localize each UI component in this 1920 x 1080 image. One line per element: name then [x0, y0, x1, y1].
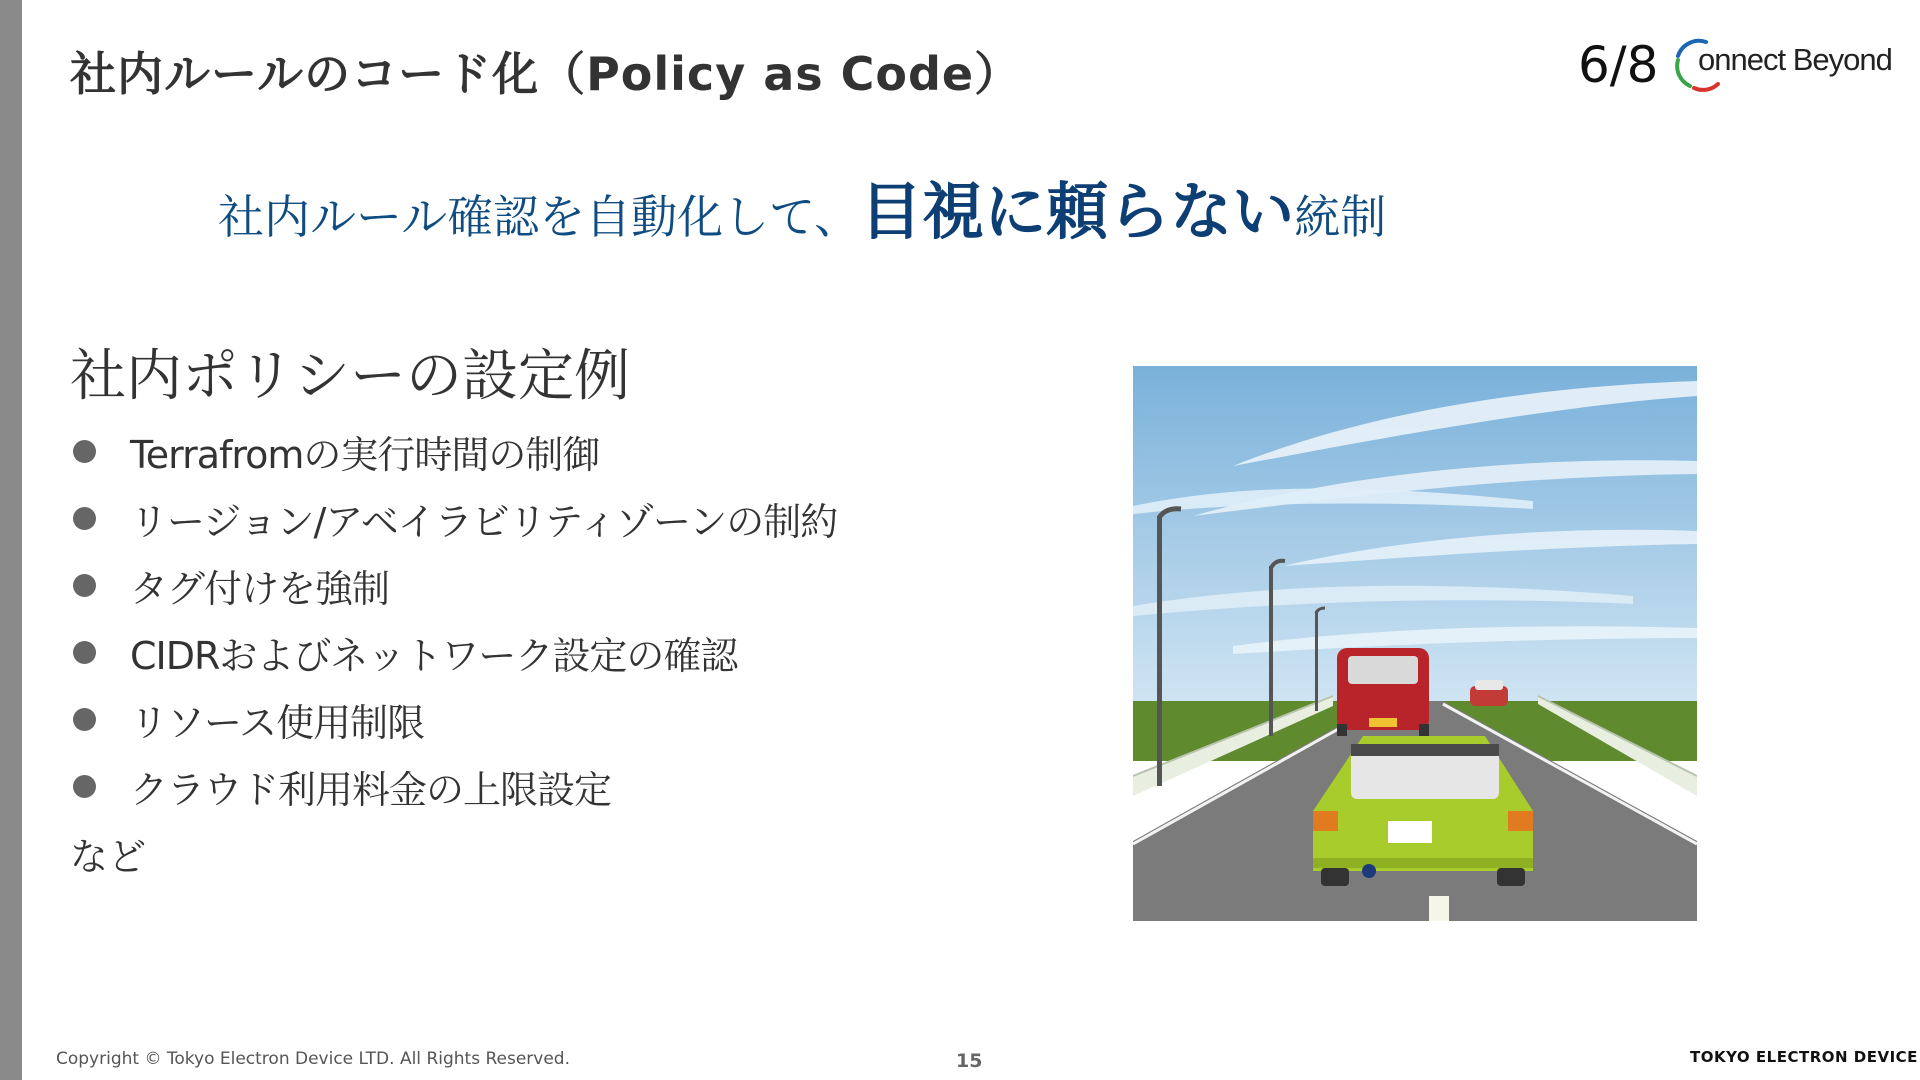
footer-brand: TOKYO ELECTRON DEVICE	[1690, 1048, 1918, 1066]
tagline-emphasis: 目視に頼らない	[860, 175, 1295, 248]
tagline	[218, 162, 1386, 251]
logo-text: onnect Beyond	[1698, 42, 1892, 77]
highway-cars-illustration	[1133, 366, 1697, 921]
highway-illustration-icon	[1133, 366, 1697, 921]
tagline-prefix: 社内ルール確認を自動化して、	[218, 190, 861, 244]
bullet-dot-icon	[73, 708, 96, 731]
policy-examples-list	[70, 418, 837, 820]
trailing-text: など	[70, 835, 147, 879]
bullet-dot-icon	[73, 507, 96, 530]
bullet-text: Terrafromの実行時間の制御	[130, 433, 600, 477]
page-progress: 6/8	[1578, 36, 1659, 94]
list-item	[70, 418, 837, 485]
tagline-suffix: 統制	[1294, 190, 1387, 244]
section-heading: 社内ポリシーの設定例	[70, 344, 630, 409]
list-item	[70, 753, 837, 820]
connect-beyond-logo	[1674, 34, 1894, 100]
bullet-text: リージョン/アベイラビリティゾーンの制約	[130, 500, 838, 544]
list-item	[70, 552, 837, 619]
list-item	[70, 686, 837, 753]
bullet-text: クラウド利用料金の上限設定	[130, 768, 612, 812]
left-accent-bar	[0, 0, 22, 1080]
bullet-dot-icon	[73, 440, 96, 463]
list-item	[70, 619, 837, 686]
slide-title: 社内ルールのコード化（Policy as Code）	[70, 47, 1022, 101]
bullet-text: タグ付けを強制	[130, 567, 390, 611]
footer-page-number: 15	[956, 1050, 983, 1072]
bullet-dot-icon	[73, 775, 96, 798]
footer-copyright: Copyright © Tokyo Electron Device LTD. All Rights Reserved.	[56, 1049, 570, 1069]
bullet-text: リソース使用制限	[130, 701, 425, 745]
bullet-dot-icon	[73, 641, 96, 664]
bullet-dot-icon	[73, 574, 96, 597]
bullet-text: CIDRおよびネットワーク設定の確認	[130, 634, 738, 678]
list-item	[70, 485, 837, 552]
